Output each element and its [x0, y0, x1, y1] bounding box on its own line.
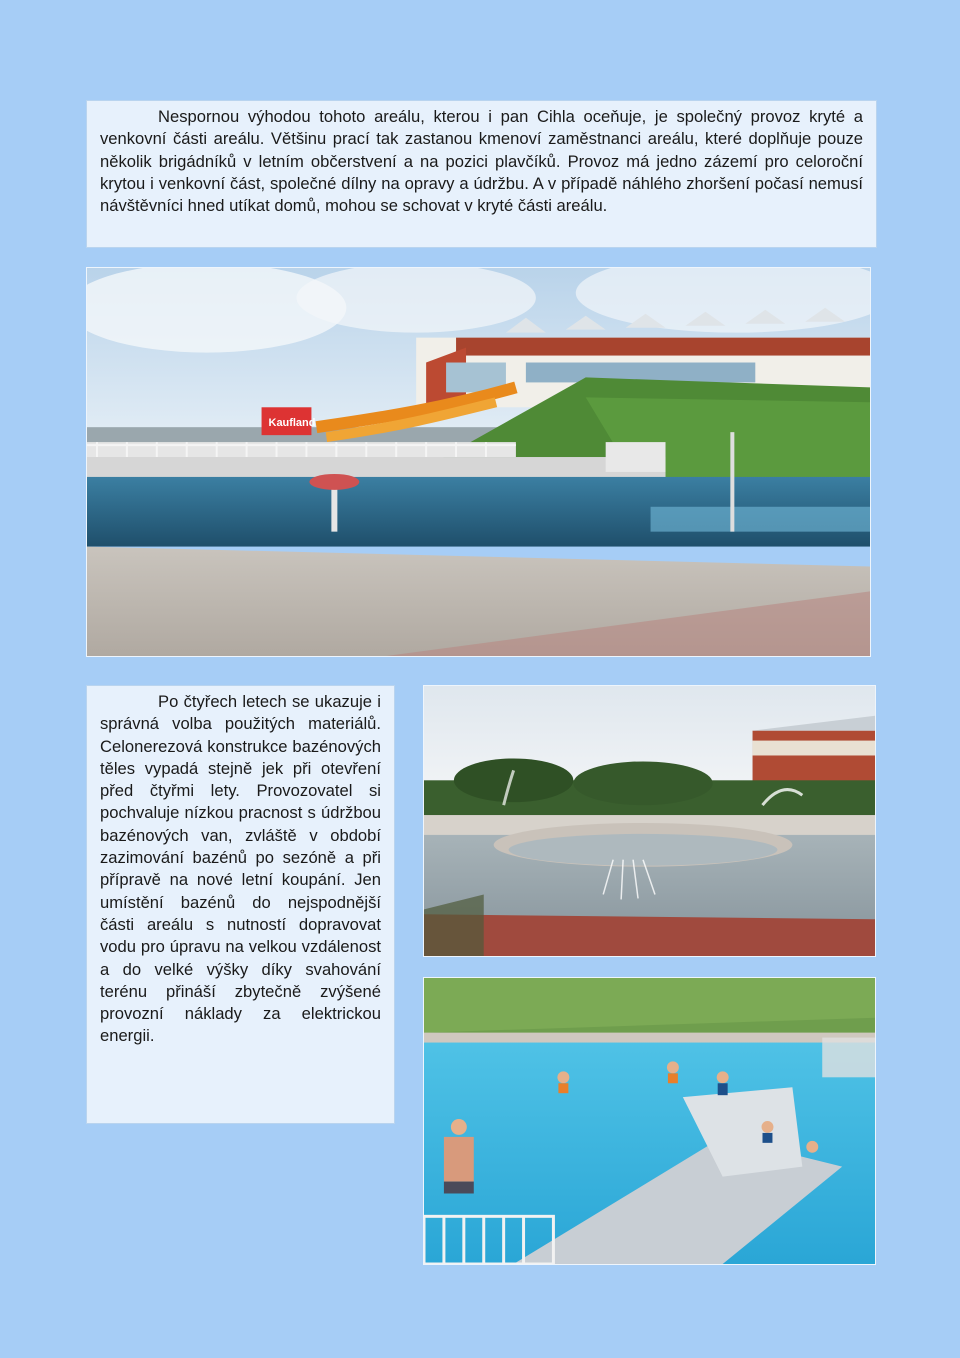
intro-text-box [86, 100, 877, 248]
materials-paragraph: Po čtyřech letech se ukazuje i správná volba použitých materiálů. Celonerezová konstrukce bazénových těles vypadá stejně jek při otevření před čtyřmi lety. Provozovatel si pochvaluje nízkou pracnost s údržbou bazénových van, zvláště v období zazimování bazénů po sezóně a při přípravě na nové letní koupání. Jen umístění bazénů do nejspodnější části areálu s nutností dopravovat vodu pro úpravu na velkou vzdálenost a do velké výšky díky svahování terénu přináší zbytečně zvýšené provozní náklady za elektrickou energii. [100, 692, 381, 1046]
children-pool-illustration [424, 978, 875, 1264]
intro-paragraph: Nespornou výhodou tohoto areálu, kterou i pan Cihla oceňuje, je společný provoz kryté a venkovní části areálu. Většinu prací tak zastanou kmenoví zaměstnanci areálu, které doplňuje pouze několik brigádníků v letním občerstvení a na pozici plavčíků. Provoz má jedno zázemí pro celoroční krytou i venkovní část, společné dílny na opravy a údržbu. A v případě náhlého zhoršení počasí nemusí návštěvníci hned utíkat domů, mohou se schovat v kryté části areálu. [100, 107, 863, 216]
fountain-pool-illustration [424, 686, 875, 956]
materials-text-box [86, 685, 395, 1124]
fountain-pool-photo [423, 685, 876, 957]
aquapark-overview-illustration [87, 268, 870, 656]
store-sign-text: Kaufland [268, 417, 316, 430]
aquapark-overview-photo [86, 267, 871, 657]
children-pool-slide-photo [423, 977, 876, 1265]
